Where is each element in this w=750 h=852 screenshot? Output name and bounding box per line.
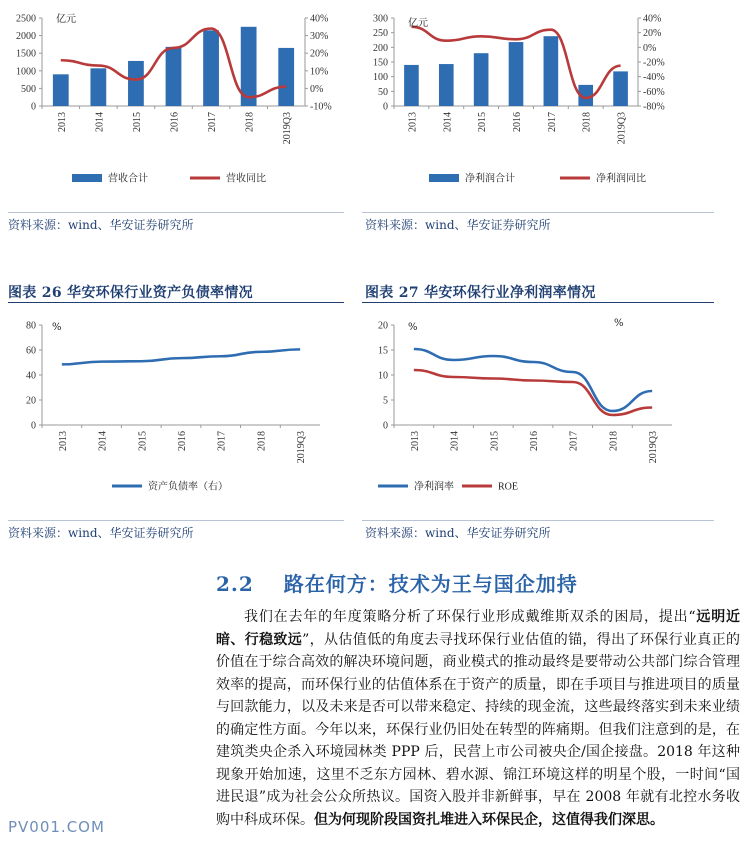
bar [128, 61, 144, 106]
x-tick-label: 2018 [581, 112, 593, 132]
bar [90, 68, 106, 106]
y-tick-label: 5 [383, 395, 388, 407]
margin-unit-left-label: % [408, 322, 418, 333]
x-tick-label: 2017 [216, 431, 228, 451]
bar [166, 47, 182, 106]
x-tick-label: 2019Q3 [296, 431, 308, 464]
y2-tick-label: 40% [643, 13, 662, 25]
x-tick-label: 2014 [94, 112, 106, 132]
y2-tick-label: 20% [310, 48, 329, 60]
y-tick-label: 150 [373, 57, 388, 69]
revenue-unit-label: 亿元 [56, 14, 76, 25]
x-tick-label: 2014 [442, 112, 454, 132]
bar [53, 74, 69, 106]
section-number: 2.2 [216, 572, 254, 596]
x-tick-label: 2016 [169, 112, 181, 132]
legend-swatch [72, 174, 102, 182]
bar [203, 30, 219, 106]
x-tick-label: 2015 [489, 431, 501, 451]
bar [613, 71, 628, 106]
y-tick-label: 20 [378, 320, 388, 332]
y-tick-label: 50 [378, 86, 388, 98]
series-line [414, 370, 652, 415]
y-tick-label: 0 [383, 101, 388, 113]
revenue-chart [0, 0, 340, 200]
section-heading [216, 568, 578, 597]
legend-swatch [429, 174, 459, 182]
figure-title-26: 图表 26 华安环保行业资产负债率情况 [8, 285, 253, 301]
x-tick-label: 2015 [131, 112, 143, 132]
x-tick-label: 2014 [449, 431, 461, 451]
y2-tick-label: -20% [643, 57, 665, 69]
legend-label: 净利润合计 [465, 173, 515, 185]
watermark: PV001.COM [8, 818, 105, 836]
y2-tick-label: -80% [643, 101, 665, 113]
x-tick-label: 2013 [57, 431, 69, 451]
source-note-top-right: 资料来源：wind、华安证券研究所 [365, 218, 551, 232]
source-note-top-left: 资料来源：wind、华安证券研究所 [8, 218, 194, 232]
y-tick-label: 200 [373, 42, 388, 54]
body-paragraph [216, 606, 740, 831]
x-tick-label: 2013 [407, 112, 419, 132]
legend-label: 资产负债率（右） [148, 481, 228, 493]
y-tick-label: 1000 [16, 66, 36, 78]
y-tick-label: 80 [26, 320, 36, 332]
margin-chart [362, 305, 712, 505]
y2-tick-label: 30% [310, 31, 329, 43]
y2-tick-label: -10% [310, 101, 332, 113]
section-title: 路在何方：技术为王与国企加持 [283, 572, 578, 596]
x-tick-label: 2014 [97, 431, 109, 451]
figure-title-27: 图表 27 华安环保行业净利润率情况 [365, 285, 596, 301]
bar [474, 53, 489, 106]
profit-chart [362, 0, 712, 200]
y-tick-label: 250 [373, 28, 388, 40]
profit-unit-label: 亿元 [408, 18, 428, 29]
x-tick-label: 2015 [137, 431, 149, 451]
legend-label: ROE [498, 481, 518, 493]
x-tick-label: 2019Q3 [648, 431, 660, 464]
y-tick-label: 40 [26, 370, 36, 382]
x-tick-label: 2016 [177, 431, 188, 451]
legend-label: 营收同比 [226, 173, 266, 185]
y2-tick-label: 20% [643, 28, 662, 40]
x-tick-label: 2018 [244, 112, 256, 132]
x-tick-label: 2016 [529, 431, 540, 451]
x-tick-label: 2016 [512, 112, 523, 132]
y-tick-label: 0 [31, 420, 36, 432]
x-tick-label: 2017 [568, 431, 580, 451]
x-tick-label: 2018 [608, 431, 620, 451]
debt-ratio-chart [0, 305, 340, 505]
series-line [62, 349, 300, 364]
y-tick-label: 15 [378, 345, 388, 357]
y-tick-label: 300 [373, 13, 388, 25]
legend-label: 净利润率 [414, 481, 454, 493]
y-tick-label: 2000 [16, 31, 36, 43]
margin-unit-right-label: % [614, 318, 624, 329]
paragraph-bold-2: 但为何现阶段国资扎堆进入环保民企，这值得我们深思。 [314, 811, 664, 828]
x-tick-label: 2013 [56, 112, 68, 132]
x-tick-label: 2017 [546, 112, 558, 132]
x-tick-label: 2013 [409, 431, 421, 451]
y-tick-label: 1500 [16, 48, 36, 60]
bar [544, 36, 559, 106]
y-tick-label: 2500 [16, 13, 36, 25]
debt-unit-label: % [52, 322, 62, 333]
y-tick-label: 0 [31, 101, 36, 113]
bar [278, 48, 294, 106]
x-tick-label: 2018 [256, 431, 268, 451]
y-tick-label: 0 [383, 420, 388, 432]
y-tick-label: 100 [373, 72, 388, 84]
source-note-bottom-right: 资料来源：wind、华安证券研究所 [365, 526, 551, 540]
legend-label: 营收合计 [108, 173, 148, 185]
y2-tick-label: 0% [310, 83, 324, 95]
bar [404, 65, 419, 106]
y2-tick-label: -60% [643, 86, 665, 98]
paragraph-part-2: ”，从估值低的角度去寻找环保行业估值的锚，得出了环保行业真正的价值在于综合高效的解决环境问题，商业模式的推动最终是要带动公共部门综合管理效率的提高，而环保行业的估值体系在于资产的质量，即在手项目与推进项目的质量与回款能力，以及未来是否可以带来稳定、持续的现金流，这些最终落实到未来业绩的确定性方面。今年以来，环保行业仍旧处在转型的阵痛期。但我们注意到的是，在建筑类央企杀入环境园林类 PPP 后，民营上市公司被央企/国企接盘。2018 年这种现象开始加速，这里不乏东方园林、碧水源、锦江环境这样的明星个股，一时间“国进民退”成为社会公众所热议。国资入股并非新鲜事，早在 2008 年就有北控水务收购中科成环保。 [216, 631, 740, 828]
bar [439, 64, 454, 106]
x-tick-label: 2019Q3 [616, 112, 628, 145]
x-tick-label: 2017 [207, 112, 219, 132]
paragraph-bold-1: 远明近暗、行稳致远 [216, 609, 741, 648]
x-tick-label: 2015 [477, 112, 489, 132]
y2-tick-label: -40% [643, 72, 665, 84]
bar [509, 42, 524, 106]
y-tick-label: 60 [26, 345, 36, 357]
y2-tick-label: 10% [310, 66, 329, 78]
y-tick-label: 500 [21, 83, 36, 95]
y-tick-label: 10 [378, 370, 388, 382]
y2-tick-label: 0% [643, 42, 657, 54]
y-tick-label: 20 [26, 395, 36, 407]
legend-label: 净利润同比 [596, 173, 646, 185]
x-tick-label: 2019Q3 [282, 112, 294, 145]
y2-tick-label: 40% [310, 13, 329, 25]
paragraph-part-1: 我们在去年的年度策略分析了环保行业形成戴维斯双杀的困局，提出“ [244, 609, 696, 625]
source-note-bottom-left: 资料来源：wind、华安证券研究所 [8, 526, 194, 540]
